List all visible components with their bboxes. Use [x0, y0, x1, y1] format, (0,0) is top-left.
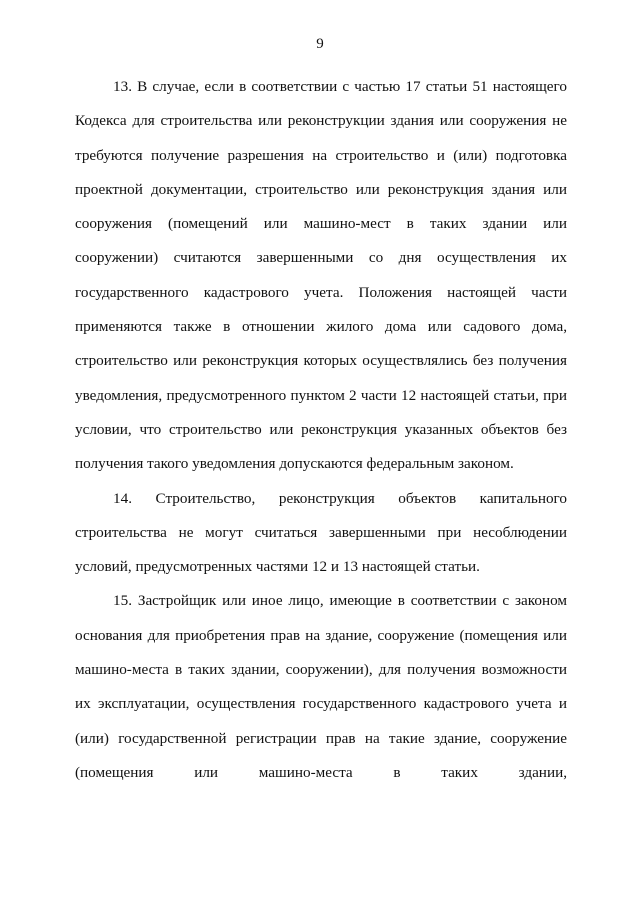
paragraph-13	[75, 70, 567, 482]
text-line: государственного кадастрового учета. Положения настоящей части	[75, 283, 567, 301]
text-line: условии, что строительство или реконструкция указанных объектов без	[75, 420, 567, 438]
text-line: применяются также в отношении жилого дома или садового дома,	[75, 318, 567, 336]
text-line: строительства не могут считаться завершенными при несоблюдении	[75, 523, 567, 541]
text-line: сооружении) считаются завершенными со дня осуществления их	[75, 249, 567, 267]
text-line: 15. Застройщик или иное лицо, имеющие в соответствии с законом	[113, 592, 567, 610]
text-line: (или) государственной регистрации прав на такие здание, сооружение	[75, 729, 567, 747]
text-line: 13. В случае, если в соответствии с частью 17 статьи 51 настоящего	[113, 78, 567, 95]
text-line: строительство или реконструкция которых осуществлялись без получения	[75, 352, 567, 370]
text-line: Кодекса для строительства или реконструкции здания или сооружения не	[75, 112, 567, 130]
text-line: 14. Строительство, реконструкция объектов капитального	[113, 489, 567, 507]
text-line: проектной документации, строительство или реконструкция здания или	[75, 180, 567, 198]
text-line: уведомления, предусмотренного пунктом 2 части 12 настоящей статьи, при	[75, 386, 567, 404]
text-line: условий, предусмотренных частями 12 и 13 настоящей статьи.	[75, 558, 480, 576]
text-line: основания для приобретения прав на здание, сооружение (помещения или	[75, 626, 567, 644]
document-body	[75, 70, 567, 790]
paragraph-14	[75, 482, 567, 585]
text-line: машино-места в таких здании, сооружении), для получения возможности	[75, 661, 567, 679]
text-line: сооружения (помещений или машино-мест в таких здании или	[75, 215, 567, 233]
text-line: получения такого уведомления допускаются федеральным законом.	[75, 455, 514, 473]
text-line: их эксплуатации, осуществления государственного кадастрового учета и	[75, 695, 567, 713]
text-line: (помещения или машино-места в таких здании,	[75, 763, 567, 781]
paragraph-15	[75, 584, 567, 790]
page-number: 9	[316, 36, 324, 52]
text-line: требуются получение разрешения на строительство и (или) подготовка	[75, 146, 567, 164]
